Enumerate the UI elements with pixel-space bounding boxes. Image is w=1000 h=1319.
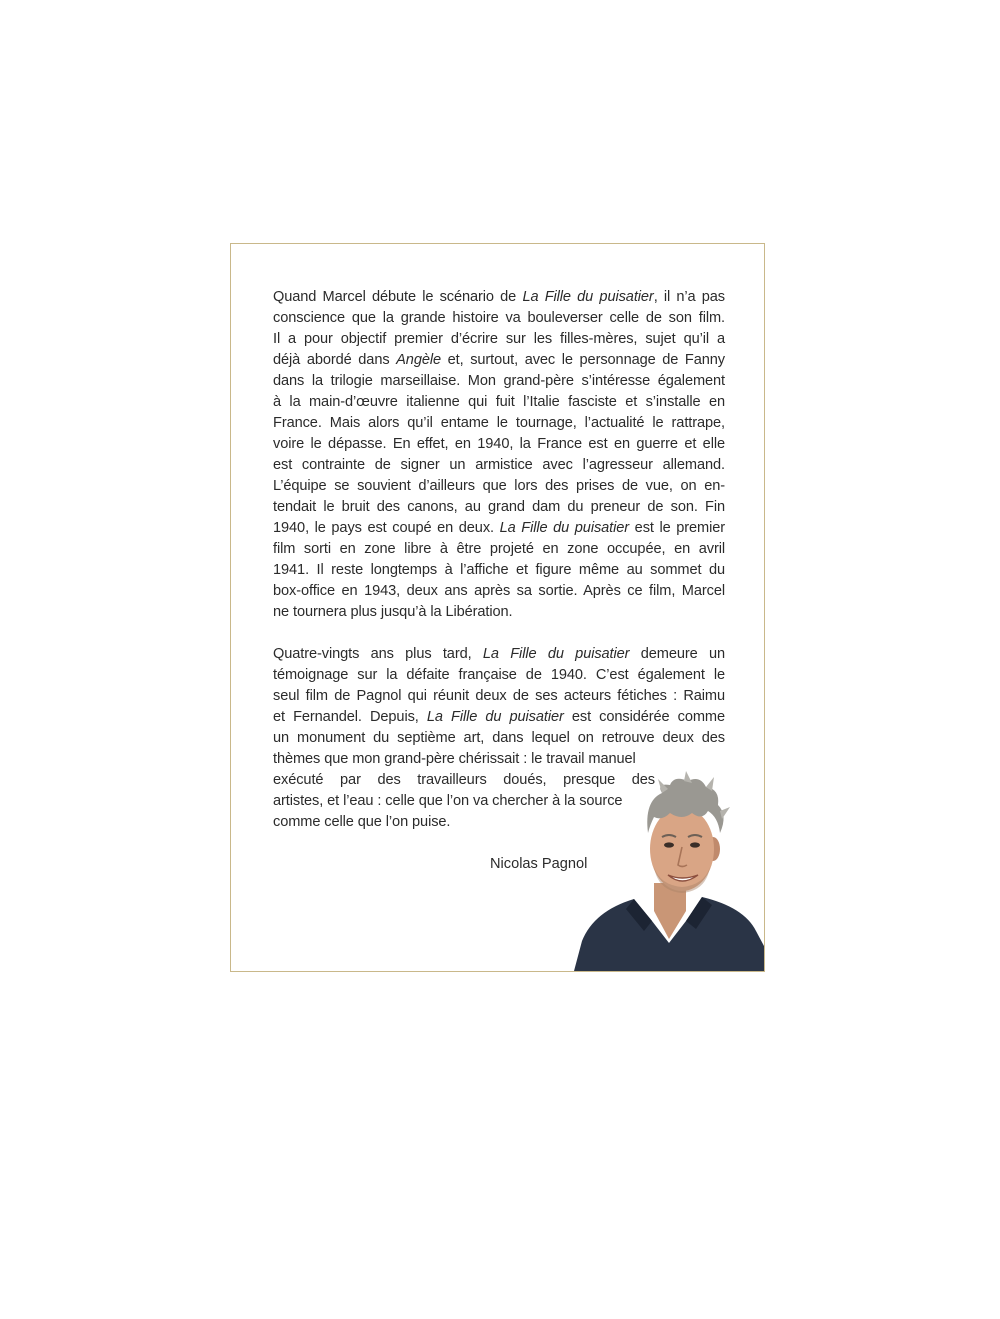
text-line: déjà abordé dans Angèle et, surtout, avec le personnage de Fanny: [273, 352, 725, 368]
paragraph-1: [273, 287, 725, 623]
text-line: 1940, le pays est coupé en deux. La Fille du puisatier est le premier: [273, 520, 726, 536]
text-line: film sorti en zone libre à être projeté en zone occupée, en avril: [273, 541, 725, 557]
author-signature: Nicolas Pagnol: [490, 856, 588, 872]
text-line: à la main-d’œuvre italienne qui fuit l’Italie fasciste et s’installe en: [273, 394, 725, 410]
text-line: dans la trilogie marseillaise. Mon grand-père s’intéresse également: [273, 373, 725, 389]
text-line: 1941. Il reste longtemps à l’affiche et figure même au sommet du: [273, 562, 725, 578]
text-line: box-office en 1943, deux ans après sa sortie. Après ce film, Marcel: [273, 583, 725, 599]
text-line: ne tournera plus jusqu’à la Libération.: [273, 604, 513, 620]
text-line: et Fernandel. Depuis, La Fille du puisatier est considérée comme: [273, 709, 726, 725]
text-line: est contrainte de signer un armistice avec l’agresseur allemand.: [273, 457, 725, 473]
text-line: L’équipe se souvient d’ailleurs que lors des prises de vue, on en-: [273, 478, 725, 494]
text-line: thèmes que mon grand-père chérissait : le travail manuel: [273, 751, 636, 767]
text-line: Quand Marcel débute le scénario de La Fille du puisatier, il n’a pas: [273, 289, 725, 305]
text-line: Il a pour objectif premier d’écrire sur les filles-mères, sujet qu’il a: [273, 331, 725, 347]
text-line: seul film de Pagnol qui réunit deux de ses acteurs fétiches : Raimu: [273, 688, 725, 704]
text-line: conscience que la grande histoire va bouleverser celle de son film.: [273, 310, 725, 326]
page-frame: [230, 243, 765, 972]
text-line: comme celle que l’on puise.: [273, 814, 451, 830]
text-line: voire le dépasse. En effet, en 1940, la France est en guerre et elle: [273, 436, 725, 452]
text-line: France. Mais alors qu’il entame le tournage, l’actualité le rattrape,: [273, 415, 725, 431]
portrait-eye-left: [664, 842, 674, 847]
article-text: [273, 287, 725, 833]
author-portrait: [574, 771, 764, 971]
text-line: exécuté par des travailleurs doués, presque des: [273, 772, 655, 788]
text-line: Quatre-vingts ans plus tard, La Fille du puisatier demeure un: [273, 646, 726, 662]
text-line: témoignage sur la défaite française de 1940. C’est également le: [273, 667, 725, 683]
portrait-eye-right: [690, 842, 700, 847]
text-line: un monument du septième art, dans lequel on retrouve deux des: [273, 730, 725, 746]
text-line: tendait le bruit des canons, au grand dam du preneur de son. Fin: [273, 499, 725, 515]
text-line: artistes, et l’eau : celle que l’on va chercher à la source: [273, 793, 623, 809]
